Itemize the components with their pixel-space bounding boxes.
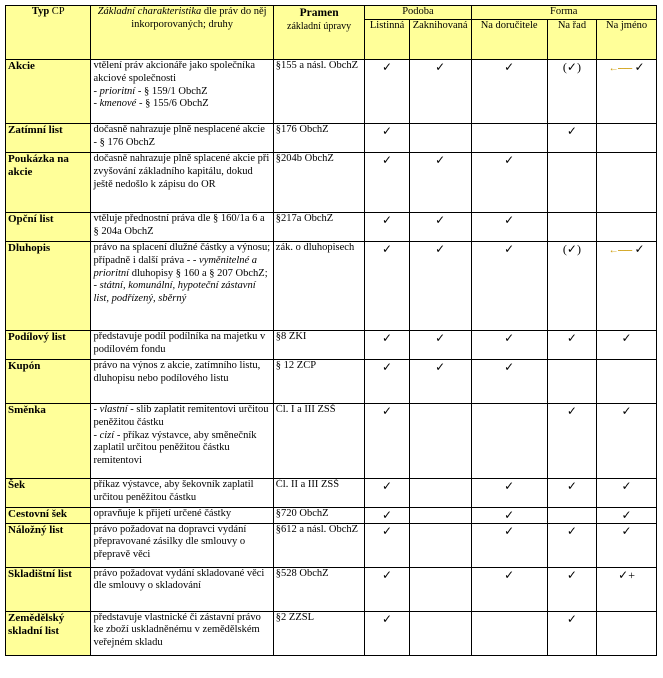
desc-text: právo na splacení dlužné částky a výnosu; případně i další práva - - bbox=[93, 242, 271, 266]
desc-text: - bbox=[93, 429, 100, 441]
row-type: Podílový list bbox=[6, 331, 91, 360]
row-description bbox=[91, 60, 273, 124]
check-icon: ✓ bbox=[547, 611, 596, 655]
check-icon: ✓ bbox=[547, 567, 596, 611]
check-icon: ✓ bbox=[471, 331, 547, 360]
check-icon: ✓ bbox=[471, 360, 547, 404]
empty-cell bbox=[409, 479, 471, 508]
check-icon: ✓ bbox=[471, 153, 547, 213]
row-source: Čl. I a III ZSŠ bbox=[273, 404, 365, 479]
row-description: dočasně nahrazuje plně nesplacené akcie - § 176 ObchZ bbox=[91, 124, 273, 153]
empty-cell bbox=[597, 611, 657, 655]
row-description: představuje vlastnické či zástavní právo ke zboží uskladněnému v zemědělském veřejném skladu bbox=[91, 611, 273, 655]
table-row bbox=[6, 124, 657, 153]
check-optional-icon: (✓) bbox=[547, 60, 596, 124]
check-icon: ✓ bbox=[471, 60, 547, 124]
empty-cell bbox=[471, 124, 547, 153]
check-icon: ✓ bbox=[597, 523, 657, 567]
desc-italic: kmenové bbox=[99, 98, 137, 110]
row-source: §204b ObchZ bbox=[273, 153, 365, 213]
check-icon: ✓ bbox=[547, 124, 596, 153]
row-source: Čl. II a III ZSŠ bbox=[273, 479, 365, 508]
row-description: opravňuje k přijetí určené částky bbox=[91, 508, 273, 524]
check-icon: ✓ bbox=[365, 213, 409, 242]
empty-cell bbox=[409, 567, 471, 611]
row-type: Poukázka na akcie bbox=[6, 153, 91, 213]
desc-italic: vyměnitelné a prioritní bbox=[93, 254, 258, 279]
check-icon: ✓ bbox=[365, 60, 409, 124]
check-icon: ✓ bbox=[471, 479, 547, 508]
header-na-rad: Na řad bbox=[547, 20, 596, 60]
desc-italic: prioritní bbox=[99, 85, 136, 97]
check-icon: ✓ bbox=[471, 523, 547, 567]
row-type: Náložný list bbox=[6, 523, 91, 567]
dashed-arrow-icon: ←------ bbox=[608, 245, 632, 256]
row-type: Kupón bbox=[6, 360, 91, 404]
row-source: § 12 ZCP bbox=[273, 360, 365, 404]
desc-text: vtělení práv akcionáře jako společníka akciové společnosti bbox=[93, 60, 255, 84]
table-row bbox=[6, 331, 657, 360]
table-row bbox=[6, 60, 657, 124]
check-icon: ✓ bbox=[365, 567, 409, 611]
header-source-label: Pramen bbox=[299, 7, 339, 19]
check-icon: ✓ bbox=[409, 331, 471, 360]
check-icon: ✓ bbox=[409, 153, 471, 213]
header-typ-abbr: CP bbox=[51, 6, 65, 17]
check-optional-icon: (✓) bbox=[547, 242, 596, 331]
check-icon: ✓ bbox=[547, 479, 596, 508]
arrow-check-cell bbox=[597, 60, 657, 124]
row-source: §720 ObchZ bbox=[273, 508, 365, 524]
check-icon: ✓ bbox=[597, 331, 657, 360]
table-row bbox=[6, 611, 657, 655]
row-description: představuje podíl podílníka na majetku v podílovém fondu bbox=[91, 331, 273, 360]
check-icon: ✓ bbox=[409, 242, 471, 331]
desc-italic: státní, komunální, hypoteční zástavní list, podřízený, sběrný bbox=[93, 280, 256, 305]
header-zaknihovana: Zaknihovaná bbox=[409, 20, 471, 60]
empty-cell bbox=[471, 404, 547, 479]
row-type: Šek bbox=[6, 479, 91, 508]
table-row bbox=[6, 404, 657, 479]
empty-cell bbox=[547, 213, 596, 242]
row-description: právo požadovat vydání skladované věci dle smlouvy o skladování bbox=[91, 567, 273, 611]
row-description: vtěluje přednostní práva dle § 160/1a 6 a § 204a ObchZ bbox=[91, 213, 273, 242]
empty-cell bbox=[409, 124, 471, 153]
check-icon: ✓ bbox=[409, 60, 471, 124]
header-listinna: Listinná bbox=[365, 20, 409, 60]
row-type: Směnka bbox=[6, 404, 91, 479]
check-icon: ✓ bbox=[471, 242, 547, 331]
check-icon: ✓ bbox=[409, 360, 471, 404]
empty-cell bbox=[409, 523, 471, 567]
header-source bbox=[273, 6, 365, 60]
header-characteristics bbox=[91, 6, 273, 60]
desc-text: dluhopisy § 160 a § 207 ObchZ; - bbox=[93, 267, 268, 292]
row-type: Skladištní list bbox=[6, 567, 91, 611]
row-description bbox=[91, 242, 273, 331]
check-icon: ✓ bbox=[365, 242, 409, 331]
header-characteristics-rest: dle práv do něj inkorporovaných; druhy bbox=[131, 6, 267, 30]
check-icon: ✓ bbox=[365, 153, 409, 213]
empty-cell bbox=[547, 153, 596, 213]
row-source: §176 ObchZ bbox=[273, 124, 365, 153]
desc-text: - příkaz výstavce, aby směnečník zaplatil určitou peněžitou částku remitentovi bbox=[93, 429, 257, 467]
header-na-jmeno: Na jméno bbox=[597, 20, 657, 60]
row-type: Dluhopis bbox=[6, 242, 91, 331]
header-forma: Forma bbox=[471, 6, 656, 20]
empty-cell bbox=[547, 508, 596, 524]
table-row bbox=[6, 508, 657, 524]
row-source: §155 a násl. ObchZ bbox=[273, 60, 365, 124]
check-icon: ✓ bbox=[365, 611, 409, 655]
check-icon: ✓ bbox=[634, 242, 645, 256]
row-source: §528 ObchZ bbox=[273, 567, 365, 611]
empty-cell bbox=[597, 153, 657, 213]
securities-table bbox=[5, 5, 657, 656]
row-source: zák. o dluhopisech bbox=[273, 242, 365, 331]
row-description: dočasně nahrazuje plně splacené akcie při zvyšování základního kapitálu, dokud ještě nedošlo k zápisu do OR bbox=[91, 153, 273, 213]
empty-cell bbox=[547, 360, 596, 404]
row-description: právo požadovat na dopravci vydání přepravované zásilky dle smlouvy o přepravě věci bbox=[91, 523, 273, 567]
table-row bbox=[6, 213, 657, 242]
dashed-arrow-icon: ←------ bbox=[608, 63, 632, 74]
header-typ-label: Typ bbox=[31, 6, 50, 17]
row-source: §8 ZKI bbox=[273, 331, 365, 360]
table-row bbox=[6, 523, 657, 567]
check-icon: ✓ bbox=[634, 60, 645, 74]
check-icon: ✓ bbox=[597, 508, 657, 524]
desc-italic: cizí bbox=[99, 429, 115, 441]
check-icon: ✓ bbox=[547, 523, 596, 567]
check-icon: ✓ bbox=[365, 523, 409, 567]
table-row bbox=[6, 360, 657, 404]
check-icon: ✓ bbox=[365, 508, 409, 524]
check-icon: ✓ bbox=[547, 331, 596, 360]
table-row bbox=[6, 567, 657, 611]
arrow-check-cell bbox=[597, 242, 657, 331]
empty-cell bbox=[409, 404, 471, 479]
header-na-dorucitele: Na doručitele bbox=[471, 20, 547, 60]
check-icon: ✓ bbox=[409, 213, 471, 242]
row-type: Zemědělský skladní list bbox=[6, 611, 91, 655]
row-source: §217a ObchZ bbox=[273, 213, 365, 242]
header-source-sub: základní úpravy bbox=[287, 20, 352, 32]
check-plus-icon: ✓+ bbox=[597, 567, 657, 611]
check-icon: ✓ bbox=[471, 213, 547, 242]
empty-cell bbox=[597, 360, 657, 404]
desc-text: - bbox=[93, 98, 100, 110]
desc-text: - § 155/6 ObchZ bbox=[136, 98, 209, 110]
check-icon: ✓ bbox=[365, 479, 409, 508]
desc-text: - bbox=[93, 404, 100, 415]
row-description: právo na výnos z akcie, zatímního listu, dluhopisu nebo podílového listu bbox=[91, 360, 273, 404]
row-source: §612 a násl. ObchZ bbox=[273, 523, 365, 567]
check-icon: ✓ bbox=[597, 479, 657, 508]
empty-cell bbox=[597, 213, 657, 242]
row-source: §2 ZZSL bbox=[273, 611, 365, 655]
check-icon: ✓ bbox=[365, 124, 409, 153]
desc-text: - slib zaplatit remitentovi určitou peněžitou částku bbox=[93, 404, 269, 428]
table-row bbox=[6, 479, 657, 508]
header-podoba: Podoba bbox=[365, 6, 471, 20]
row-type: Opční list bbox=[6, 213, 91, 242]
desc-italic: vlastní bbox=[99, 404, 128, 415]
table-row bbox=[6, 242, 657, 331]
empty-cell bbox=[471, 611, 547, 655]
check-icon: ✓ bbox=[597, 404, 657, 479]
header-characteristics-lead: Základní charakteristika bbox=[97, 6, 202, 17]
row-description: příkaz výstavce, aby šekovník zaplatil určitou peněžitou částku bbox=[91, 479, 273, 508]
row-type: Akcie bbox=[6, 60, 91, 124]
desc-text: - bbox=[93, 85, 100, 97]
desc-text: - § 159/1 ObchZ bbox=[135, 85, 208, 97]
header-typ bbox=[6, 6, 91, 60]
check-icon: ✓ bbox=[471, 508, 547, 524]
empty-cell bbox=[597, 124, 657, 153]
row-description bbox=[91, 404, 273, 479]
check-icon: ✓ bbox=[471, 567, 547, 611]
empty-cell bbox=[409, 611, 471, 655]
check-icon: ✓ bbox=[365, 360, 409, 404]
empty-cell bbox=[409, 508, 471, 524]
check-icon: ✓ bbox=[365, 331, 409, 360]
check-icon: ✓ bbox=[547, 404, 596, 479]
row-type: Zatímní list bbox=[6, 124, 91, 153]
row-type: Cestovní šek bbox=[6, 508, 91, 524]
table-row bbox=[6, 153, 657, 213]
check-icon: ✓ bbox=[365, 404, 409, 479]
